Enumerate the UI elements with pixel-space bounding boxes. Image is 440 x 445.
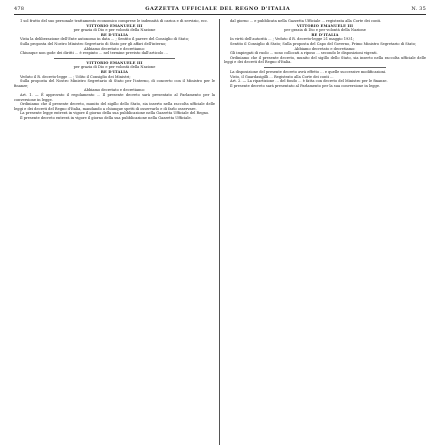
issue-number: N. 35 xyxy=(411,6,426,12)
decree-heading: VITTORIO EMANUELE III xyxy=(86,60,143,65)
paragraph: La disposizione del presente decreto avrà effetto ... e quelle successive modificazioni. xyxy=(230,69,387,74)
decree-heading: RE D'ITALIA xyxy=(311,32,339,37)
decree-formula: per grazia di Dio e per volontà della Nazione xyxy=(73,65,156,70)
paragraph: Sulla proposta del Nostro Ministro Segretario di Stato per l'interno, di concerto con il Ministro per le finanze; xyxy=(14,79,215,88)
decree-formula: Abbiamo decretato e decretiamo: xyxy=(294,46,356,51)
section-separator xyxy=(264,67,385,68)
decree-formula: Abbiamo decretato e decretiamo: xyxy=(84,46,145,51)
decree-heading: RE D'ITALIA xyxy=(100,32,129,37)
paragraph: dal giorno ... e pubblicata nella Gazzetta Ufficiale ... registrata alla Corte dei conti. xyxy=(230,19,382,23)
decree-formula: per grazia di Dio e per volontà della Nazione xyxy=(284,28,366,33)
decree-formula: Abbiamo decretato e decretiamo: xyxy=(84,88,145,93)
two-column-body xyxy=(14,19,426,445)
page-number: 478 xyxy=(14,6,25,12)
paragraph: Vista la deliberazione dell'Ente autonomo in data ... ; Sentito il parere del Consiglio di Stato; xyxy=(20,37,190,42)
left-column xyxy=(14,19,220,445)
paragraph: Ordiniamo che il presente decreto, munito del sigillo dello Stato, sia inserto nella raccolta ufficiale delle leggi e dei decreti del Regno d'Italia. xyxy=(224,55,426,65)
section-separator xyxy=(54,58,175,59)
paragraph: Il presente decreto entrerà in vigore il giorno della sua pubblicazione nella Gazzetta Ufficiale. xyxy=(20,115,192,120)
paragraph: Ordiniamo che il presente decreto, munito del sigillo dello Stato, sia inserto nella raccolta ufficiale delle leggi e dei decreti del Regno d'Italia, mandando a chiunque spetti di osservarlo e di farlo osservare. xyxy=(14,102,215,111)
decree-formula: per grazia di Dio e per volontà della Nazione xyxy=(73,28,156,33)
paragraph: Veduto il R. decreto-legge ... ; Udito il Consiglio dei Ministri; xyxy=(20,74,131,79)
decree-heading: VITTORIO EMANUELE III xyxy=(296,23,354,28)
paragraph: Sentito il Consiglio di Stato; Sulla proposta del Capo del Governo, Primo Ministro Segretario di Stato; xyxy=(230,41,417,46)
right-column xyxy=(220,19,426,445)
page-header xyxy=(14,6,426,15)
paragraph: Art. 2. — La ripartizione ... del fondo ... è fatta con decreto del Ministro per le finanze. xyxy=(230,79,388,84)
decree-heading: VITTORIO EMANUELE III xyxy=(86,23,143,28)
gazette-title: GAZZETTA UFFICIALE DEL REGNO D'ITALIA xyxy=(145,6,291,12)
paragraph: Sulla proposta del Nostro Ministro Segretario di Stato per gli affari dell'interno; xyxy=(20,41,167,46)
paragraph: 1 sol frutto del suo personale trattamento economico comprese le indennità di carica e di servizio, ecc. xyxy=(20,19,209,23)
paragraph: Il presente decreto sarà presentato al Parlamento per la sua conversione in legge. xyxy=(230,83,381,88)
paragraph: Visto, il Guardasigilli ... Registrato alla Corte dei conti ... xyxy=(230,74,334,79)
paragraph: Art. 1. — È approvato il regolamento ... Il presente decreto sarà presentato al Parlamento per la conversione in legge. xyxy=(14,92,215,102)
paragraph: Gli impiegati di ruolo ... sono collocati a riposo ... secondo le disposizioni vigenti. xyxy=(230,51,378,56)
paragraph: Chiunque non gode dei diritti ... è respinto ... nel termine previsto dall'articolo ... xyxy=(20,51,168,56)
decree-heading: RE D'ITALIA xyxy=(100,69,129,74)
paragraph: In virtù dell'autorità ... ; Veduto il R. decreto-legge 21 maggio 1931; xyxy=(230,37,355,42)
paragraph: La presente legge entrerà in vigore il giorno della sua pubblicazione nella Gazzetta Ufficiale del Regno. xyxy=(20,111,210,116)
